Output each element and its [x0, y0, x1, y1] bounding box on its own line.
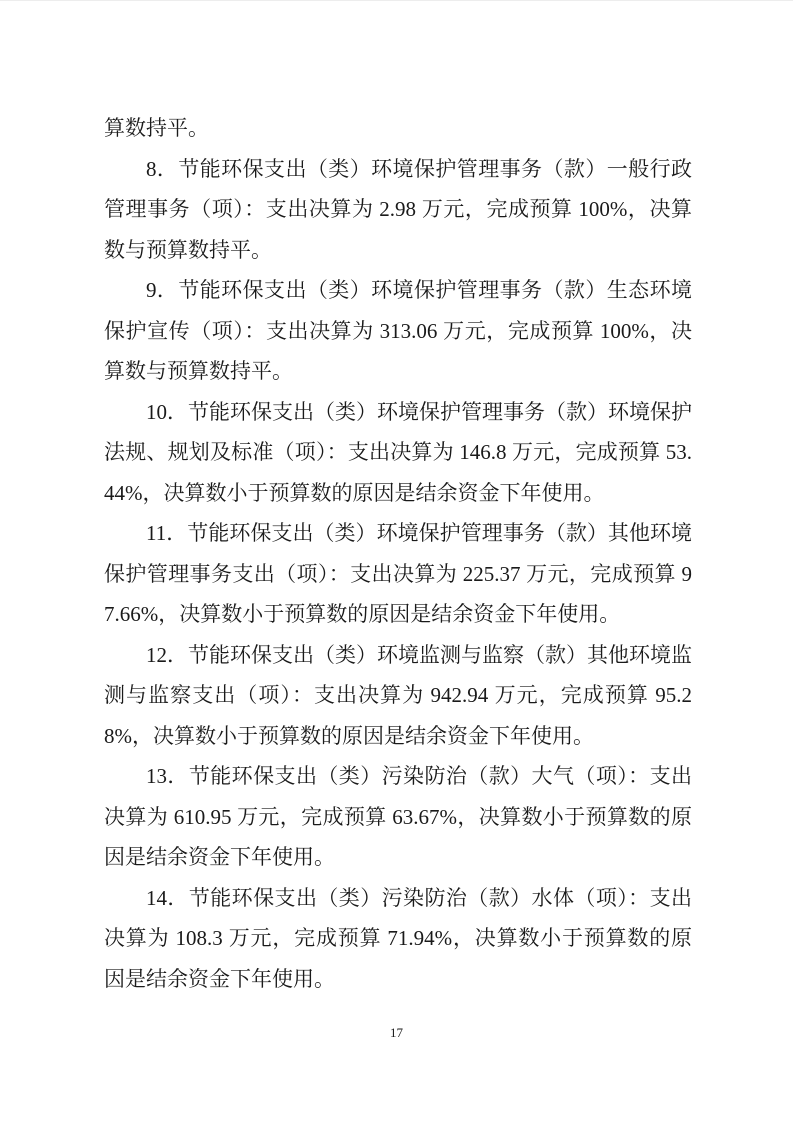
paragraph-item-9: 9．节能环保支出（类）环境保护管理事务（款）生态环境保护宣传（项）：支出决算为 313.06 万元，完成预算 100%，决算数与预算数持平。: [104, 278, 692, 383]
page-number: 17: [390, 1025, 403, 1040]
paragraph-item-14: 14．节能环保支出（类）污染防治（款）水体（项）：支出决算为 108.3 万元，完成预算 71.94%，决算数小于预算数的原因是结余资金下年使用。: [104, 885, 692, 991]
paragraph-item-13: 13．节能环保支出（类）污染防治（款）大气（项）：支出决算为 610.95 万元，完成预算 63.67%，决算数小于预算数的原因是结余资金下年使用。: [104, 764, 692, 869]
paragraph-item-11: 11．节能环保支出（类）环境保护管理事务（款）其他环境保护管理事务支出（项）：支出决算为 225.37 万元，完成预算 97.66%，决算数小于预算数的原因是结余资金下年使用。: [104, 521, 692, 626]
document-body: [104, 108, 692, 999]
paragraph-item-12: 12．节能环保支出（类）环境监测与监察（款）其他环境监测与监察支出（项）：支出决算为 942.94 万元，完成预算 95.28%，决算数小于预算数的原因是结余资金下年使用。: [104, 642, 692, 748]
paragraph-item-10: 10．节能环保支出（类）环境保护管理事务（款）环境保护法规、规划及标准（项）：支出决算为 146.8 万元，完成预算 53.44%，决算数小于预算数的原因是结余资金下年使用。: [104, 399, 692, 505]
paragraph-item-8: 8．节能环保支出（类）环境保护管理事务（款）一般行政管理事务（项）：支出决算为 2.98 万元，完成预算 100%，决算数与预算数持平。: [104, 156, 692, 262]
paragraph-continuation: 算数持平。: [104, 116, 209, 140]
